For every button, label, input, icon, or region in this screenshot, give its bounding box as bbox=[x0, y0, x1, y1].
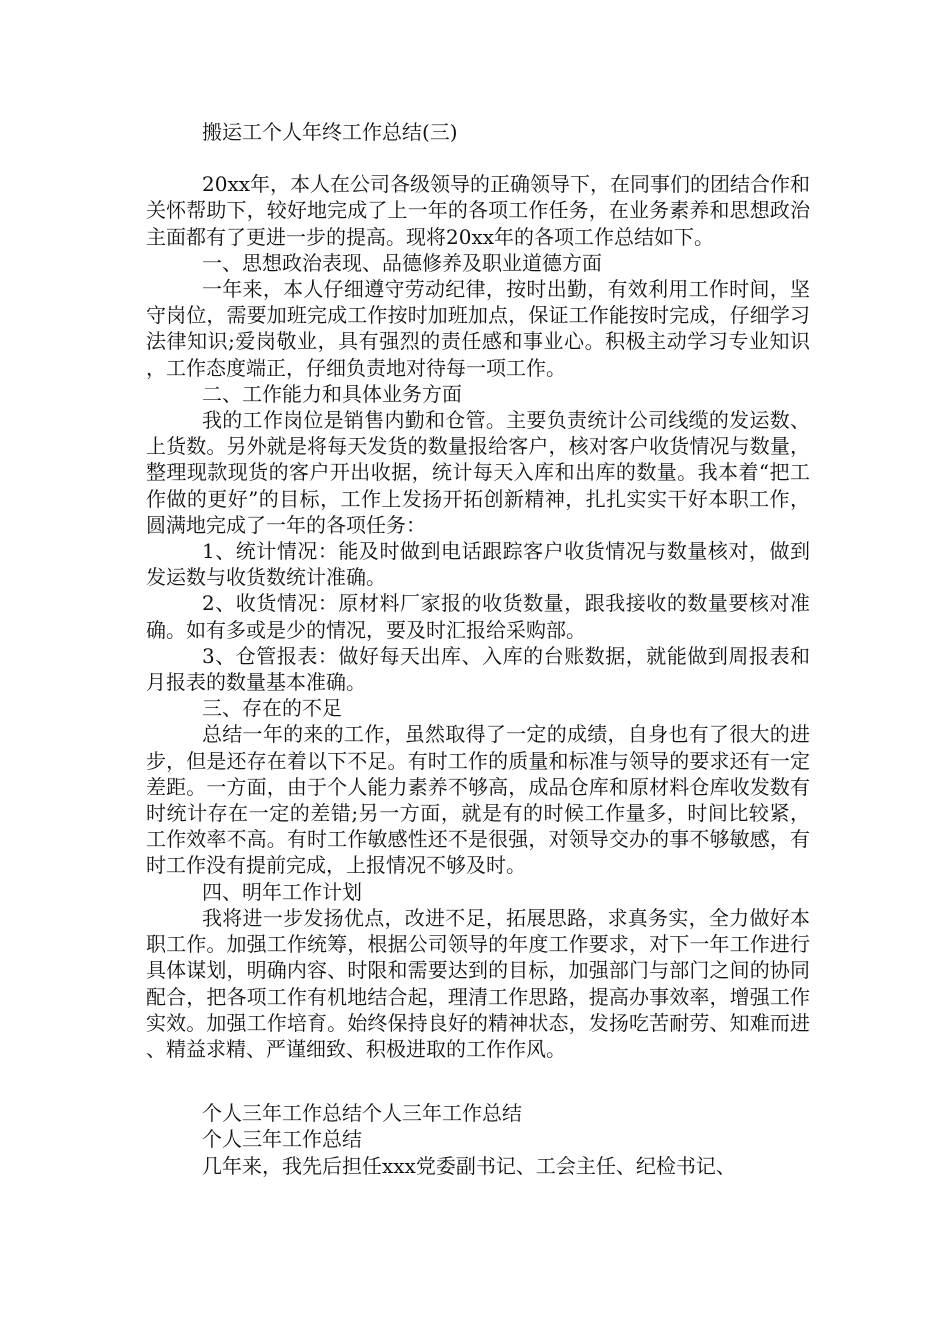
intro-paragraph: 20xx年，本人在公司各级领导的正确领导下，在同事们的团结合作和关怀帮助下，较好地完成了上一年的各项工作任务，在业务素养和思想政治主面都有了更进一步的提高。现将20xx年的各项工作总结如下。 bbox=[146, 172, 811, 249]
spacer bbox=[146, 1062, 810, 1100]
document-page bbox=[146, 119, 810, 1179]
section-3-heading: 三、存在的不足 bbox=[202, 696, 342, 721]
section-2-heading: 二、工作能力和具体业务方面 bbox=[202, 381, 462, 406]
next-document-subtitle: 个人三年工作总结 bbox=[202, 1127, 362, 1152]
document-title: 搬运工个人年终工作总结(三) bbox=[202, 120, 458, 144]
list-item-2: 2、收货情况：原材料厂家报的收货数量，跟我接收的数量要核对准确。如有多或是少的情况，要及时汇报给采购部。 bbox=[146, 591, 810, 642]
section-2-body: 我的工作岗位是销售内勤和仓管。主要负责统计公司线缆的发运数、上货数。另外就是将每天发货的数量报给客户，核对客户收货情况与数量，整理现款现货的客户开出收据，统计每天入库和出库的数量。我本着“把工作做的更好”的目标，工作上发扬开拓创新精神，扎扎实实干好本职工作，圆满地完成了一年的各项任务： bbox=[146, 408, 810, 537]
next-document-title: 个人三年工作总结个人三年工作总结 bbox=[202, 1101, 522, 1126]
spacer bbox=[146, 145, 810, 171]
section-4-body: 我将进一步发扬优点，改进不足，拓展思路，求真务实，全力做好本职工作。加强工作统筹，根据公司领导的年度工作要求，对下一年工作进行具体谋划，明确内容、时限和需要达到的目标，加强部门与部门之间的协同配合，把各项工作有机地结合起，理清工作思路，提高办事效率，增强工作实效。加强工作培育。始终保持良好的精神状态，发扬吃苦耐劳、知难而进、精益求精、严谨细致、积极进取的工作作风。 bbox=[146, 905, 810, 1061]
list-item-1: 1、统计情况：能及时做到电话跟踪客户收货情况与数量核对，做到发运数与收货数统计准确。 bbox=[146, 539, 810, 590]
list-item-3: 3、仓管报表：做好每天出库、入库的台账数据，就能做到周报表和月报表的数量基本准确。 bbox=[146, 643, 810, 695]
section-1-heading: 一、思想政治表现、品德修养及职业道德方面 bbox=[202, 250, 602, 275]
section-3-body: 总结一年的来的工作，虽然取得了一定的成绩，自身也有了很大的进步，但是还存在着以下不足。有时工作的质量和标准与领导的要求还有一定差距。一方面，由于个人能力素养不够高，成品仓库和原材料仓库收发数有时统计存在一定的差错;另一方面，就是有的时候工作量多，时间比较紧，工作效率不高。有时工作敏感性还不是很强，对领导交办的事不够敏感，有时工作没有提前完成，上报情况不够及时。 bbox=[146, 722, 810, 878]
section-4-heading: 四、明年工作计划 bbox=[202, 879, 362, 904]
next-document-body: 几年来，我先后担任xxx党委副书记、工会主任、纪检书记、 bbox=[202, 1153, 736, 1178]
section-1-body: 一年来，本人仔细遵守劳动纪律，按时出勤，有效利用工作时间，坚守岗位，需要加班完成工作按时加班加点，保证工作能按时完成，仔细学习法律知识;爱岗敬业，具有强烈的责任感和事业心。积极主动学习专业知识，工作态度端正，仔细负责地对待每一项工作。 bbox=[146, 277, 810, 380]
